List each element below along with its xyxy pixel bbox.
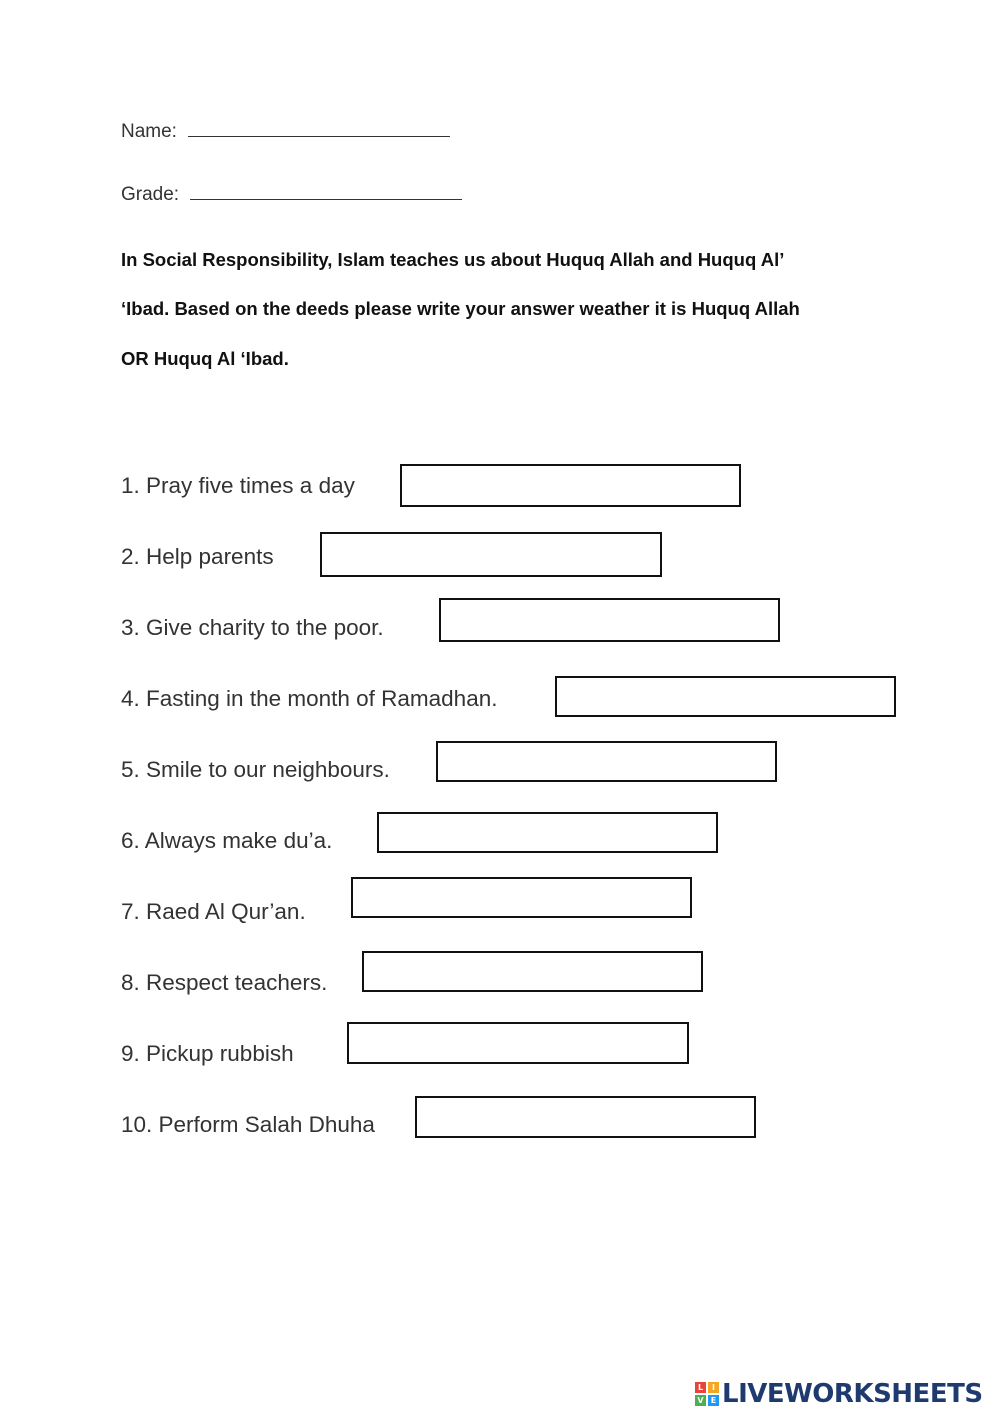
logo-block-v: V bbox=[695, 1395, 706, 1406]
answer-box-4[interactable] bbox=[555, 676, 896, 717]
answer-box-5[interactable] bbox=[436, 741, 777, 782]
item-label-10: 10. Perform Salah Dhuha bbox=[121, 1112, 375, 1137]
logo-block-l: L bbox=[695, 1382, 706, 1393]
answer-box-7[interactable] bbox=[351, 877, 692, 918]
answer-box-9[interactable] bbox=[347, 1022, 689, 1064]
logo-blocks-icon bbox=[695, 1382, 719, 1406]
item-label-3: 3. Give charity to the poor. bbox=[121, 615, 384, 640]
logo-text: LIVEWORKSHEETS bbox=[722, 1379, 983, 1409]
name-underline bbox=[188, 122, 450, 137]
item-label-6: 6. Always make du’a. bbox=[121, 828, 333, 853]
grade-field-row bbox=[121, 184, 462, 206]
answer-box-10[interactable] bbox=[415, 1096, 756, 1138]
answer-box-3[interactable] bbox=[439, 598, 780, 642]
grade-underline bbox=[190, 185, 462, 200]
instruction-line-1: In Social Responsibility, Islam teaches us about Huquq Allah and Huquq Al’ bbox=[121, 249, 785, 270]
logo-block-e: E bbox=[708, 1395, 719, 1406]
answer-box-1[interactable] bbox=[400, 464, 741, 507]
item-label-4: 4. Fasting in the month of Ramadhan. bbox=[121, 686, 498, 711]
instruction-line-3: OR Huquq Al ‘Ibad. bbox=[121, 348, 289, 369]
answer-box-2[interactable] bbox=[320, 532, 662, 577]
grade-label: Grade: bbox=[121, 184, 180, 205]
name-field-row bbox=[121, 121, 450, 143]
item-label-7: 7. Raed Al Qur’an. bbox=[121, 899, 306, 924]
logo-block-i: I bbox=[708, 1382, 719, 1393]
item-label-1: 1. Pray five times a day bbox=[121, 473, 355, 498]
item-label-8: 8. Respect teachers. bbox=[121, 970, 328, 995]
item-label-2: 2. Help parents bbox=[121, 544, 274, 569]
instruction-line-2: ‘Ibad. Based on the deeds please write your answer weather it is Huquq Allah bbox=[121, 298, 800, 319]
answer-box-8[interactable] bbox=[362, 951, 703, 992]
item-label-9: 9. Pickup rubbish bbox=[121, 1041, 294, 1066]
answer-box-6[interactable] bbox=[377, 812, 718, 853]
item-label-5: 5. Smile to our neighbours. bbox=[121, 757, 390, 782]
liveworksheets-logo bbox=[695, 1380, 983, 1408]
name-label: Name: bbox=[121, 121, 177, 142]
